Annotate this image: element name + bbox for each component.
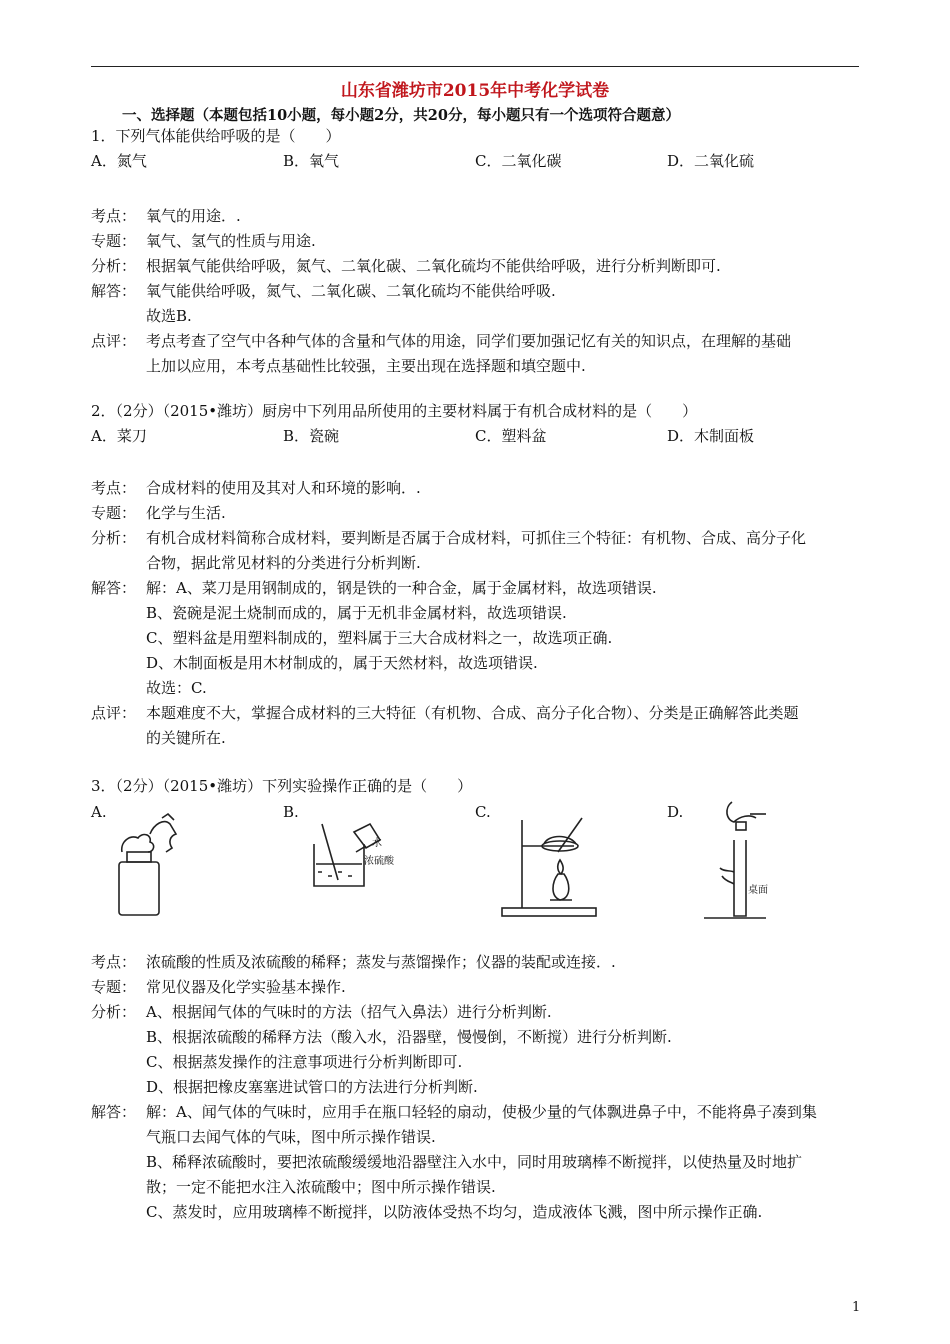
q1-jieda-line: 故选B.: [146, 307, 192, 325]
q1-zhuanti: 氧气、氢气的性质与用途.: [146, 232, 316, 250]
figure-d-insert-stopper: [700, 800, 770, 922]
q2-fenxi-label: 分析：: [91, 529, 137, 547]
q3-fenxi-line: A、根据闻气体的气味时的方法（招气入鼻法）进行分析判断.: [146, 1003, 552, 1021]
q1-dianping-line: 考点考查了空气中各种气体的含量和气体的用途，同学们要加强记忆有关的知识点，在理解的基础: [146, 332, 792, 350]
q2-dianping-line: 本题难度不大，掌握合成材料的三大特征（有机物、合成、高分子化合物）、分类是正确解答此类题: [146, 704, 799, 722]
q3-stem: 3．（2分）（2015•潍坊）下列实验操作正确的是（ ）: [91, 777, 473, 795]
q2-fenxi-line: 有机合成材料简称合成材料，要判断是否属于合成材料，可抓住三个特征：有机物、合成、高分子化: [146, 529, 807, 547]
q1-jieda-label: 解答：: [91, 282, 137, 300]
q2-jieda-line: 解：A、菜刀是用钢制成的，钢是铁的一种合金，属于金属材料，故选项错误.: [146, 579, 657, 597]
figure-a-smell-gas: [110, 812, 190, 918]
q1-option-c: C．二氧化碳: [475, 152, 562, 170]
q1-stem: 1．下列气体能供给呼吸的是（ ）: [91, 127, 341, 145]
q2-option-b: B．瓷碗: [283, 427, 340, 445]
q1-dianping-line: 上加以应用，本考点基础性比较强，主要出现在选择题和填空题中.: [146, 357, 586, 375]
q2-fenxi-line: 合物，据此常见材料的分类进行分析判断.: [146, 554, 421, 572]
q2-jieda-line: 故选：C.: [146, 679, 207, 697]
q2-stem: 2．（2分）（2015•潍坊）厨房中下列用品所使用的主要材料属于有机合成材料的是（ ）: [91, 402, 698, 420]
q1-option-b: B．氧气: [283, 152, 340, 170]
q3-fenxi-line: D、根据把橡皮塞塞进试管口的方法进行分析判断.: [146, 1078, 478, 1096]
q3-jieda-line: C、蒸发时，应用玻璃棒不断搅拌，以防液体受热不均匀，造成液体飞溅，图中所示操作正确.: [146, 1203, 763, 1221]
q3-fenxi-label: 分析：: [91, 1003, 137, 1021]
q1-kaodian: 氧气的用途．.: [146, 207, 241, 225]
q3-option-a: A.: [91, 803, 107, 821]
q3-jieda-line: 散；一定不能把水注入浓硫酸中；图中所示操作错误.: [146, 1178, 496, 1196]
q3-jieda-line: B、稀释浓硫酸时，要把浓硫酸缓缓地沿器壁注入水中，同时用玻璃棒不断搅拌，以使热量及时地扩: [146, 1153, 803, 1171]
q3-zhuanti: 常见仪器及化学实验基本操作.: [146, 978, 346, 996]
q2-option-c: C．塑料盆: [475, 427, 547, 445]
q2-jieda-line: D、木制面板是用木材制成的，属于天然材料，故选项错误.: [146, 654, 538, 672]
q2-jieda-line: B、瓷碗是泥土烧制而成的，属于无机非金属材料，故选项错误.: [146, 604, 567, 622]
q3-option-d: D.: [667, 803, 684, 821]
section-heading: 一、选择题（本题包括10小题，每小题2分，共20分，每小题只有一个选项符合题意）: [122, 107, 680, 124]
q1-fenxi: 根据氧气能供给呼吸，氮气、二氧化碳、二氧化硫均不能供给呼吸，进行分析判断即可.: [146, 257, 721, 275]
q2-zhuanti: 化学与生活.: [146, 504, 226, 522]
q3-option-b: B.: [283, 803, 299, 821]
header-rule: [91, 66, 859, 67]
q2-jieda-label: 解答：: [91, 579, 137, 597]
q2-dianping-line: 的关键所在.: [146, 729, 226, 747]
q3-jieda-line: 气瓶口去闻气体的气味，图中所示操作错误.: [146, 1128, 436, 1146]
q3-kaodian: 浓硫酸的性质及浓硫酸的稀释；蒸发与蒸馏操作；仪器的装配或连接．.: [146, 953, 616, 971]
q3-fenxi-line: B、根据浓硫酸的稀释方法（酸入水，沿器壁，慢慢倒，不断搅）进行分析判断.: [146, 1028, 672, 1046]
q1-jieda-line: 氧气能供给呼吸，氮气、二氧化碳、二氧化硫均不能供给呼吸.: [146, 282, 556, 300]
page-title: 山东省潍坊市2015年中考化学试卷: [340, 81, 610, 101]
q2-dianping-label: 点评：: [91, 704, 137, 722]
q1-dianping-label: 点评：: [91, 332, 137, 350]
q2-kaodian-label: 考点：: [91, 479, 137, 497]
q2-option-d: D．木制面板: [667, 427, 755, 445]
q2-zhuanti-label: 专题：: [91, 504, 137, 522]
q3-kaodian-label: 考点：: [91, 953, 137, 971]
q3-jieda-line: 解：A、闻气体的气味时，应用手在瓶口轻轻的扇动，使极少量的气体飘进鼻子中，不能将鼻子凑到集: [146, 1103, 817, 1121]
q2-option-a: A．菜刀: [91, 427, 147, 445]
q1-kaodian-label: 考点：: [91, 207, 137, 225]
q3-zhuanti-label: 专题：: [91, 978, 137, 996]
q3-jieda-label: 解答：: [91, 1103, 137, 1121]
q3-fenxi-line: C、根据蒸发操作的注意事项进行分析判断即可.: [146, 1053, 463, 1071]
q1-zhuanti-label: 专题：: [91, 232, 137, 250]
figure-b-acid-label: 浓硫酸: [364, 856, 394, 867]
q3-option-c: C.: [475, 803, 491, 821]
q2-kaodian: 合成材料的使用及其对人和环境的影响．.: [146, 479, 421, 497]
q1-option-a: A．氮气: [91, 152, 147, 170]
figure-b-water-label: 水: [372, 838, 382, 849]
figure-d-table-label: 桌面: [748, 885, 768, 896]
figure-c-evaporation: [498, 816, 602, 918]
q1-option-d: D．二氧化硫: [667, 152, 755, 170]
q1-fenxi-label: 分析：: [91, 257, 137, 275]
q2-jieda-line: C、塑料盆是用塑料制成的，塑料属于三大合成材料之一，故选项正确.: [146, 629, 613, 647]
page-number: 1: [852, 1300, 861, 1315]
